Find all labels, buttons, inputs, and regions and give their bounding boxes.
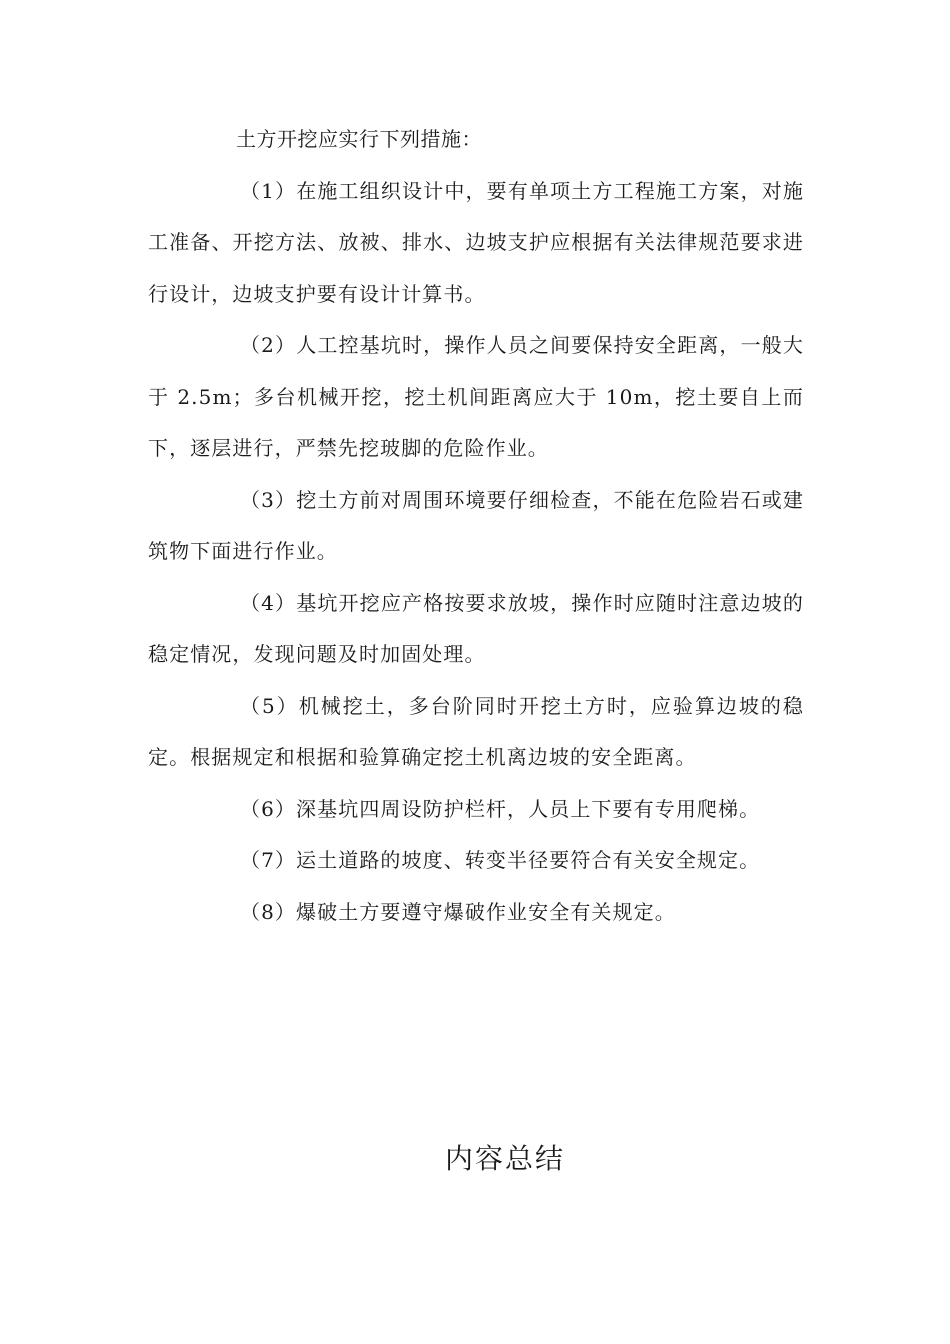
measure-paragraph-7: （7）运土道路的坡度、转变半径要符合有关安全规定。 bbox=[240, 848, 761, 872]
measure-paragraph-2: （2）人工控基坑时，操作人员之间要保持安全距离，一般大于 2.5m；多台机械开挖，挖土机间距离应大于 10m，挖土要自上而下，逐层进行，严禁先挖玻脚的危险作业。 bbox=[148, 333, 804, 460]
measure-paragraph-4: （4）基坑开挖应产格按要求放坡，操作时应随时注意边坡的稳定情况，发现问题及时加固处理。 bbox=[148, 590, 804, 666]
measure-paragraph-6: （6）深基坑四周设防护栏杆，人员上下要有专用爬梯。 bbox=[240, 796, 761, 821]
measure-paragraph-8: （8）爆破土方要遵守爆破作业安全有关规定。 bbox=[240, 899, 676, 924]
measure-paragraph-5: （5）机械挖土，多台阶同时开挖土方时，应验算边坡的稳定。根据规定和根据和验算确定挖土机离边坡的安全距离。 bbox=[148, 693, 804, 769]
intro-line: 土方开挖应实行下列措施： bbox=[236, 127, 482, 151]
summary-heading: 内容总结 bbox=[444, 1142, 565, 1175]
measure-paragraph-3: （3）挖土方前对周围环境要仔细检查，不能在危险岩石或建筑物下面进行作业。 bbox=[148, 487, 804, 563]
document-body bbox=[148, 114, 804, 938]
measure-paragraph-1: （1）在施工组织设计中，要有单项土方工程施工方案，对施工准备、开挖方法、放被、排水、边坡支护应根据有关法律规范要求进行设计，边坡支护要有设计计算书。 bbox=[148, 178, 804, 306]
